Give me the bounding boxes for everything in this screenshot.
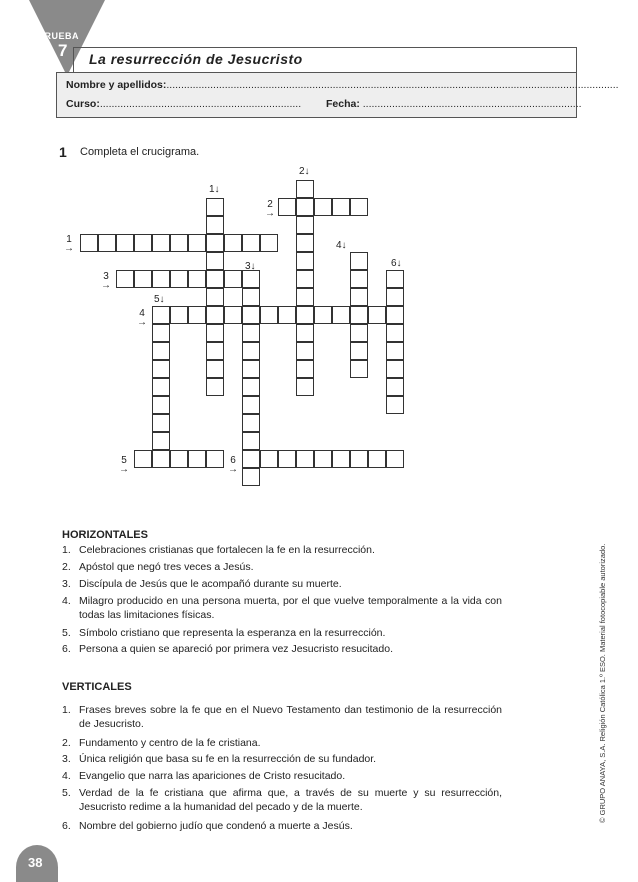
crossword-cell[interactable] (206, 216, 224, 234)
clue-item-text: Frases breves sobre la fe que en el Nuevo Testamento dan testimonio de la resurrección de Jesucristo. (79, 704, 502, 730)
crossword-cell[interactable] (278, 198, 296, 216)
crossword-cell[interactable] (350, 360, 368, 378)
crossword-cell[interactable] (314, 198, 332, 216)
crossword-cell[interactable] (386, 396, 404, 414)
clue-item-text: Discípula de Jesús que le acompañó durante su muerte. (79, 578, 342, 590)
crossword-cell[interactable] (152, 270, 170, 288)
test-tab-label: PRUEBA (38, 31, 80, 41)
crossword-cell[interactable] (260, 234, 278, 252)
crossword-cell[interactable] (350, 324, 368, 342)
clue-item (62, 736, 502, 750)
crossword-cell[interactable] (188, 306, 206, 324)
crossword-cell[interactable] (350, 270, 368, 288)
verticales-heading: VERTICALES (62, 681, 132, 693)
crossword-cell[interactable] (242, 360, 260, 378)
crossword-cell[interactable] (368, 450, 386, 468)
crossword-cell[interactable] (206, 270, 224, 288)
crossword-cell[interactable] (152, 450, 170, 468)
crossword-cell[interactable] (350, 198, 368, 216)
crossword-cell[interactable] (242, 342, 260, 360)
crossword-cell[interactable] (350, 288, 368, 306)
clue-item-text: Fundamento y centro de la fe cristiana. (79, 737, 261, 749)
crossword-cell[interactable] (80, 234, 98, 252)
crossword-cell[interactable] (152, 342, 170, 360)
date-label: Fecha: (326, 98, 360, 110)
crossword-cell[interactable] (386, 288, 404, 306)
crossword-cell[interactable] (296, 216, 314, 234)
clue-item (62, 769, 502, 783)
crossword-cell[interactable] (260, 306, 278, 324)
clue-item-text: Milagro producido en una persona muerta, por el que vuelve temporalmente a la vida con todas las limitaciones físicas. (79, 595, 502, 621)
page-number-tab (16, 845, 58, 882)
crossword-cell[interactable] (386, 450, 404, 468)
clue-item-text: Apóstol que negó tres veces a Jesús. (79, 561, 254, 573)
clue-item-number: 6. (62, 643, 71, 655)
clue-item-text: Símbolo cristiano que representa la esperanza en la resurrección. (79, 627, 386, 639)
crossword-cell[interactable] (206, 306, 224, 324)
crossword-cell[interactable] (170, 306, 188, 324)
crossword-cell[interactable] (242, 270, 260, 288)
clue-label-v4: 4↓ (336, 240, 347, 251)
clue-label-v1: 1↓ (209, 184, 220, 195)
crossword-cell[interactable] (296, 378, 314, 396)
crossword-cell[interactable] (188, 234, 206, 252)
crossword-cell[interactable] (98, 234, 116, 252)
crossword-cell[interactable] (296, 342, 314, 360)
clue-item (62, 626, 502, 640)
crossword-cell[interactable] (134, 450, 152, 468)
name-field[interactable] (66, 79, 619, 91)
name-label: Nombre y apellidos: (66, 79, 167, 91)
crossword-cell[interactable] (206, 360, 224, 378)
crossword-cell[interactable] (242, 450, 260, 468)
course-field[interactable] (66, 98, 301, 110)
crossword-cell[interactable] (296, 252, 314, 270)
crossword-cell[interactable] (152, 360, 170, 378)
crossword-cell[interactable] (116, 234, 134, 252)
clue-label-v5: 5↓ (154, 294, 165, 305)
clue-item-number: 5. (62, 627, 71, 639)
crossword-cell[interactable] (296, 360, 314, 378)
clue-label-v3: 3↓ (245, 261, 256, 272)
crossword-cell[interactable] (188, 270, 206, 288)
crossword-cell[interactable] (206, 234, 224, 252)
clue-item-number: 4. (62, 770, 71, 782)
clue-item (62, 786, 502, 814)
crossword-cell[interactable] (242, 306, 260, 324)
clue-item-number: 4. (62, 595, 71, 607)
crossword-cell[interactable] (206, 342, 224, 360)
test-number: 7 (58, 41, 68, 60)
crossword-cell[interactable] (242, 288, 260, 306)
crossword-cell[interactable] (332, 198, 350, 216)
crossword-cell[interactable] (116, 270, 134, 288)
clue-label-v6: 6↓ (391, 258, 402, 269)
clue-item-number: 6. (62, 820, 71, 832)
exercise-number: 1 (59, 144, 67, 160)
crossword-cell[interactable] (296, 234, 314, 252)
crossword-cell[interactable] (224, 306, 242, 324)
crossword-cell[interactable] (296, 324, 314, 342)
clue-item-text: Verdad de la fe cristiana que afirma que, a través de su muerte y su resurrección, Jesucristo redime a la humanidad del pecado y de la muerte. (79, 787, 502, 813)
clue-item (62, 703, 502, 731)
crossword-cell[interactable] (386, 270, 404, 288)
name-dots: ........................................................................................................................................................... (166, 79, 619, 91)
crossword-cell[interactable] (152, 432, 170, 450)
crossword-cell[interactable] (386, 324, 404, 342)
copyright-note: © GRUPO ANAYA, S.A. Religión Católica 1.º ESO. Material fotocopiable autorizado. (598, 543, 607, 823)
clue-item-text: Única religión que basa su fe en la resurrección de su fundador. (79, 753, 377, 765)
crossword-cell[interactable] (206, 324, 224, 342)
crossword-cell[interactable] (386, 360, 404, 378)
crossword-cell[interactable] (206, 252, 224, 270)
clue-label-h1: 1 → (64, 234, 74, 254)
crossword-cell[interactable] (314, 306, 332, 324)
clue-label-h4: 4 → (137, 308, 147, 328)
clue-item-text: Evangelio que narra las apariciones de Cristo resucitado. (79, 770, 346, 782)
course-dots: ..................................................................... (99, 98, 302, 110)
crossword-cell[interactable] (350, 342, 368, 360)
clue-item (62, 560, 502, 574)
crossword-cell[interactable] (170, 270, 188, 288)
crossword-cell[interactable] (224, 270, 242, 288)
clue-item-number: 3. (62, 753, 71, 765)
clue-item (62, 577, 502, 591)
clue-item (62, 642, 502, 656)
crossword-cell[interactable] (296, 306, 314, 324)
crossword-cell[interactable] (242, 414, 260, 432)
crossword-cell[interactable] (242, 378, 260, 396)
crossword-cell[interactable] (152, 414, 170, 432)
crossword-cell[interactable] (260, 450, 278, 468)
crossword-cell[interactable] (386, 306, 404, 324)
crossword-cell[interactable] (296, 288, 314, 306)
crossword-cell[interactable] (206, 378, 224, 396)
page-title: La resurrección de Jesucristo (89, 51, 303, 67)
clue-item-text: Nombre del gobierno judío que condenó a muerte a Jesús. (79, 820, 353, 832)
crossword-cell[interactable] (242, 468, 260, 486)
crossword-cell[interactable] (296, 180, 314, 198)
crossword-cell[interactable] (170, 234, 188, 252)
crossword-cell[interactable] (152, 306, 170, 324)
clue-item-number: 2. (62, 561, 71, 573)
crossword-cell[interactable] (278, 306, 296, 324)
crossword-cell[interactable] (242, 324, 260, 342)
clue-label-h3: 3 → (101, 271, 111, 291)
crossword-cell[interactable] (206, 450, 224, 468)
crossword-cell[interactable] (152, 234, 170, 252)
clue-item-number: 1. (62, 544, 71, 556)
crossword-cell[interactable] (296, 450, 314, 468)
crossword-cell[interactable] (350, 450, 368, 468)
crossword-cell[interactable] (206, 288, 224, 306)
crossword-cell[interactable] (134, 270, 152, 288)
crossword-cell[interactable] (296, 270, 314, 288)
clue-item-text: Persona a quien se apareció por primera vez Jesucristo resucitado. (79, 643, 393, 655)
crossword-cell[interactable] (350, 252, 368, 270)
crossword-cell[interactable] (242, 432, 260, 450)
horizontales-heading: HORIZONTALES (62, 529, 148, 541)
exercise-instruction: Completa el crucigrama. (80, 146, 200, 158)
crossword-cell[interactable] (278, 450, 296, 468)
date-dots: ........................................................................... (362, 98, 582, 110)
crossword-cell[interactable] (152, 396, 170, 414)
crossword-cell[interactable] (152, 378, 170, 396)
clue-item-number: 5. (62, 787, 71, 799)
clue-item-number: 3. (62, 578, 71, 590)
crossword-cell[interactable] (242, 234, 260, 252)
clue-item (62, 819, 502, 833)
course-label: Curso: (66, 98, 100, 110)
crossword-cell[interactable] (188, 450, 206, 468)
clue-label-v2: 2↓ (299, 166, 310, 177)
crossword-cell[interactable] (170, 450, 188, 468)
crossword-cell[interactable] (314, 450, 332, 468)
crossword-cell[interactable] (296, 198, 314, 216)
clue-label-h2: 2 → (265, 199, 275, 219)
crossword-cell[interactable] (386, 342, 404, 360)
crossword-cell[interactable] (242, 396, 260, 414)
clue-item (62, 594, 502, 622)
crossword-cell[interactable] (332, 306, 350, 324)
clue-label-h6: 6 → (228, 455, 238, 475)
crossword-cell[interactable] (134, 234, 152, 252)
crossword-cell[interactable] (386, 378, 404, 396)
crossword-cell[interactable] (206, 198, 224, 216)
crossword-cell[interactable] (368, 306, 386, 324)
date-field[interactable] (326, 98, 582, 110)
crossword-cell[interactable] (224, 234, 242, 252)
page-number: 38 (28, 855, 43, 870)
crossword-cell[interactable] (152, 324, 170, 342)
crossword-cell[interactable] (350, 306, 368, 324)
clue-item-number: 1. (62, 704, 71, 716)
clue-label-h5: 5 → (119, 455, 129, 475)
clue-item-text: Celebraciones cristianas que fortalecen la fe en la resurrección. (79, 544, 375, 556)
crossword-cell[interactable] (332, 450, 350, 468)
clue-item (62, 543, 502, 557)
clue-item-number: 2. (62, 737, 71, 749)
clue-item (62, 752, 502, 766)
